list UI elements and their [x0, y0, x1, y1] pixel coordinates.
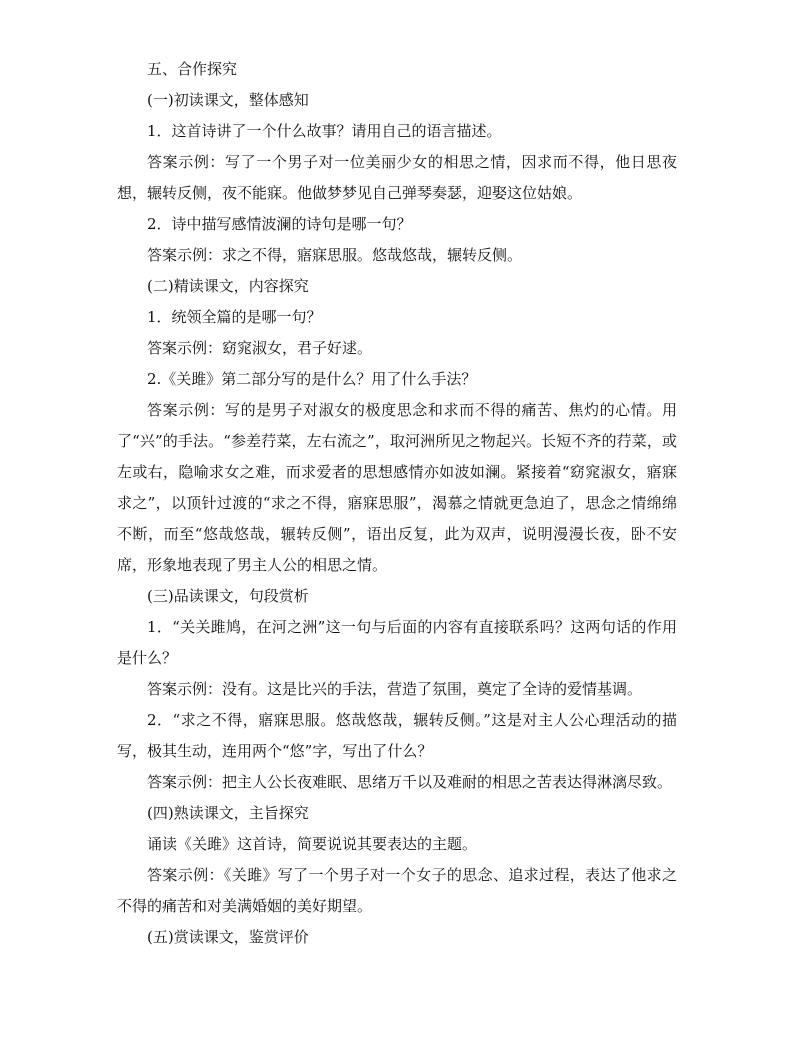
- section-2-answer-2: 答案示例：写的是男子对淑女的极度思念和求而不得的痛苦、焦灼的心情。用了“兴”的手法。“参差荇菜，左右流之”，取河洲所见之物起兴。长短不齐的荇菜，或左或右，隐喻求女之难，而求爱者的思想感情亦如波如澜。紧接着“窈窕淑女，寤寐求之”，以顶针过渡的“求之不得，寤寐思服”，渴慕之情就更急迫了，思念之情绵绵不断，而至“悠哉悠哉，辗转反侧”，语出反复，此为双声，说明漫漫长夜，卧不安席，形象地表现了男主人公的相思之情。: [117, 401, 677, 574]
- section-1-answer-1: 答案示例：写了一个男子对一位美丽少女的相思之情，因求而不得，他日思夜想，辗转反侧，夜不能寐。他做梦梦见自己弹琴奏瑟，迎娶这位姑娘。: [117, 153, 677, 202]
- section-3-question-1: 1．“关关雎鸠，在河之洲”这一句与后面的内容有直接联系吗？这两句话的作用是什么？: [117, 618, 677, 667]
- section-1-question-1: 1．这首诗讲了一个什么故事？请用自己的语言描述。: [147, 122, 502, 140]
- section-2-question-2: 2.《关雎》第二部分写的是什么？用了什么手法？: [147, 370, 477, 388]
- section-3-answer-2: 答案示例：把主人公长夜难眠、思绪万千以及难耐的相思之苦表达得淋漓尽致。: [147, 773, 673, 791]
- section-1-answer-2: 答案示例：求之不得，寤寐思服。悠哉悠哉，辗转反侧。: [147, 246, 523, 264]
- section-4-title: (四)熟读课文，主旨探究: [147, 804, 309, 822]
- section-4-question-1: 诵读《关雎》这首诗，简要说说其要表达的主题。: [147, 835, 478, 853]
- section-2-question-1: 1．统领全篇的是哪一句？: [147, 308, 322, 326]
- section-heading-main: 五、合作探究: [147, 60, 238, 78]
- section-5-title: (五)赏读课文，鉴赏评价: [147, 928, 309, 946]
- section-1-question-2: 2．诗中描写感情波澜的诗句是哪一句？: [147, 215, 412, 233]
- section-3-answer-1: 答案示例：没有。这是比兴的手法，营造了氛围，奠定了全诗的爱情基调。: [147, 680, 643, 698]
- section-4-answer-1: 答案示例：《关雎》写了一个男子对一个女子的思念、追求过程，表达了他求之不得的痛苦和对美满婚姻的美好期望。: [117, 866, 677, 915]
- document-body: [117, 54, 677, 953]
- section-3-title: (三)品读课文，句段赏析: [147, 587, 309, 605]
- section-2-answer-1: 答案示例：窈窕淑女，君子好逑。: [147, 339, 373, 357]
- section-3-question-2: 2．“求之不得，寤寐思服。悠哉悠哉，辗转反侧。”这是对主人公心理活动的描写，极其生动，连用两个“悠”字，写出了什么？: [117, 711, 677, 760]
- section-2-title: (二)精读课文，内容探究: [147, 277, 309, 295]
- section-1-title: (一)初读课文，整体感知: [147, 91, 309, 109]
